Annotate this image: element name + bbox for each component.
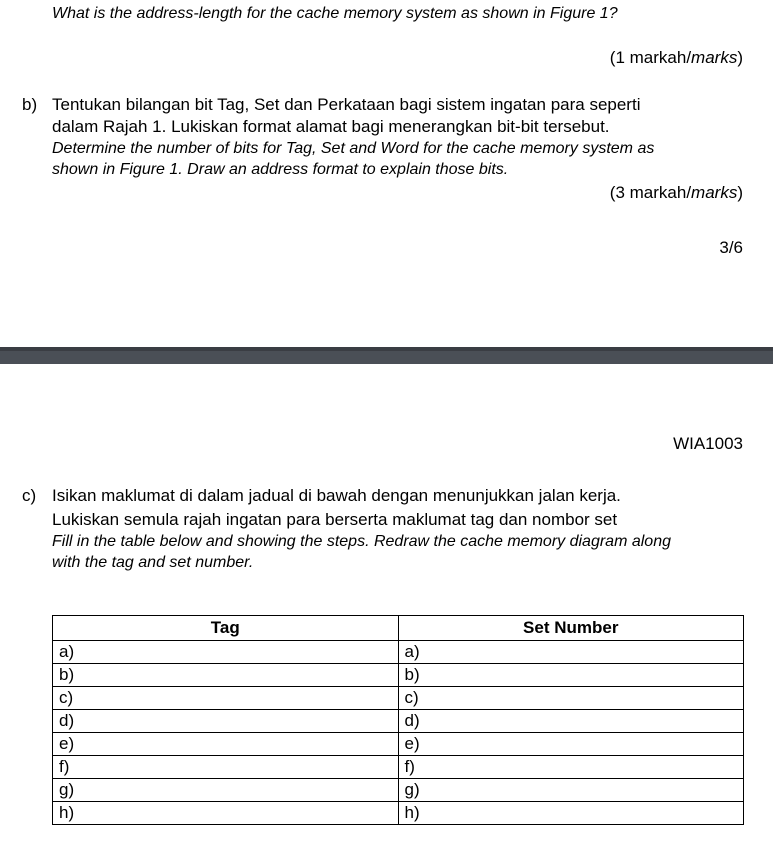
- part-b-marks: [610, 183, 743, 203]
- header-set-number: Set Number: [398, 616, 744, 641]
- header-tag: Tag: [53, 616, 399, 641]
- marks-suffix: ): [737, 48, 743, 67]
- course-code: WIA1003: [673, 434, 743, 453]
- tag-cell: e): [53, 733, 399, 756]
- table-row: [53, 733, 744, 756]
- marks-prefix: (3 markah/: [609, 183, 692, 202]
- page-separator: [0, 347, 773, 364]
- answer-table: [52, 615, 744, 825]
- set-cell: a): [398, 641, 744, 664]
- part-a-question-en: What is the address-length for the cache memory system as shown in Figure 1?: [52, 5, 618, 22]
- set-cell: b): [398, 664, 744, 687]
- part-b-line1-en: Determine the number of bits for Tag, Set and Word for the cache memory system as: [52, 140, 655, 157]
- tag-cell: b): [53, 664, 399, 687]
- table-row: [53, 664, 744, 687]
- part-b-line1-ms: Tentukan bilangan bit Tag, Set dan Perkataan bagi sistem ingatan para seperti: [52, 95, 641, 114]
- marks-prefix: (1 markah/: [609, 48, 692, 67]
- part-b-line2-en: shown in Figure 1. Draw an address format to explain those bits.: [52, 161, 509, 178]
- set-cell: e): [398, 733, 744, 756]
- part-a-marks: [610, 48, 743, 68]
- page-number: 3/6: [719, 238, 743, 257]
- tag-cell: c): [53, 687, 399, 710]
- table-row: [53, 710, 744, 733]
- table-row: [53, 779, 744, 802]
- part-b-letter: b): [22, 95, 38, 114]
- part-c-line1-en: Fill in the table below and showing the steps. Redraw the cache memory diagram along: [52, 533, 671, 550]
- set-cell: h): [398, 802, 744, 825]
- tag-cell: f): [53, 756, 399, 779]
- part-c-line2-en: with the tag and set number.: [52, 554, 254, 571]
- set-cell: g): [398, 779, 744, 802]
- set-cell: f): [398, 756, 744, 779]
- tag-cell: d): [53, 710, 399, 733]
- part-b-line2-ms: dalam Rajah 1. Lukiskan format alamat bagi menerangkan bit-bit tersebut.: [52, 117, 610, 136]
- marks-en: marks: [691, 183, 738, 202]
- tag-cell: a): [53, 641, 399, 664]
- set-cell: d): [398, 710, 744, 733]
- table-row: [53, 802, 744, 825]
- table-row: [53, 756, 744, 779]
- marks-en: marks: [691, 48, 738, 67]
- part-c-line2-ms: Lukiskan semula rajah ingatan para berserta maklumat tag dan nombor set: [52, 510, 618, 529]
- tag-cell: h): [53, 802, 399, 825]
- table-header-row: [53, 616, 744, 641]
- part-c-line1-ms: Isikan maklumat di dalam jadual di bawah dengan menunjukkan jalan kerja.: [52, 486, 621, 505]
- tag-cell: g): [53, 779, 399, 802]
- marks-suffix: ): [737, 183, 743, 202]
- set-cell: c): [398, 687, 744, 710]
- table-row: [53, 687, 744, 710]
- table-row: [53, 641, 744, 664]
- part-c-letter: c): [22, 486, 37, 505]
